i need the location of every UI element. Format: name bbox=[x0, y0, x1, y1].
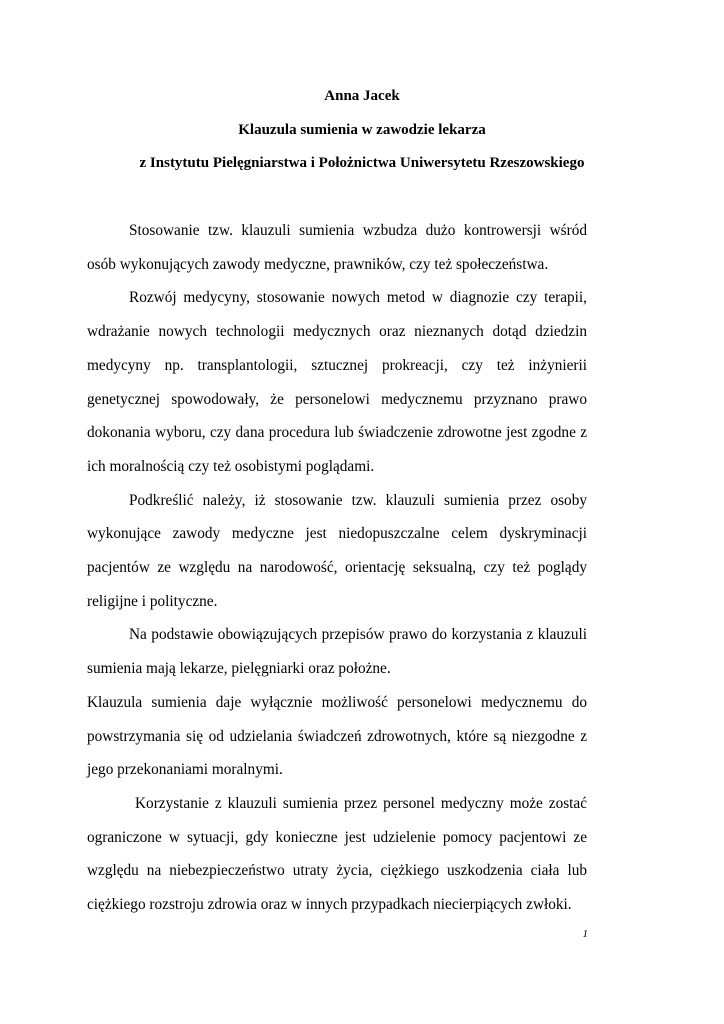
paragraph: Klauzula sumienia daje wyłącznie możliwość personelowi medycznemu do powstrzymania się od udzielania świadczeń zdrowotnych, które są niezgodne z jego przekonaniami moralnymi. bbox=[87, 693, 587, 779]
paragraph: Stosowanie tzw. klauzuli sumienia wzbudza dużo kontrowersji wśród osób wykonujących zawody medyczne, prawników, czy też społeczeństwa. bbox=[87, 222, 587, 273]
document-title: Klauzula sumienia w zawodzie lekarza bbox=[238, 122, 486, 138]
author-affiliation: z Instytutu Pielęgniarstwa i Położnictwa Uniwersytetu Rzeszowskiego bbox=[139, 155, 585, 171]
paragraph: Podkreślić należy, iż stosowanie tzw. klauzuli sumienia przez osoby wykonujące zawody medyczne jest niedopuszczalne celem dyskryminacji pacjentów ze względu na narodowość, orientację seksualną, czy też poglądy religijne i polityczne. bbox=[87, 491, 587, 610]
author-name: Anna Jacek bbox=[324, 88, 400, 104]
paragraph: Korzystanie z klauzuli sumienia przez personel medyczny może zostać ograniczone w sytuacji, gdy konieczne jest udzielenie pomocy pacjentowi ze względu na niebezpieczeństwo utraty życia, ciężkiego uszkodzenia ciała lub ciężkiego rozstroju zdrowia oraz w innych przypadkach niecierpiących zwłoki. bbox=[87, 794, 587, 914]
paragraph: Na podstawie obowiązujących przepisów prawo do korzystania z klauzuli sumienia mają lekarze, pielęgniarki oraz położne. bbox=[87, 626, 587, 678]
page-number: 1 bbox=[582, 928, 588, 940]
paragraph: Rozwój medycyny, stosowanie nowych metod w diagnozie czy terapii, wdrażanie nowych technologii medycznych oraz nieznanych dotąd dziedzin medycyny np. transplantologii, sztucznej prokreacji, czy też inżynierii genetycznej spowodowały, że personelowi medycznemu przyznano prawo dokonania wyboru, czy dana procedura lub świadczenie zdrowotne jest zgodne z ich moralnością czy też osobistymi poglądami. bbox=[87, 289, 587, 475]
document-body bbox=[87, 214, 587, 922]
